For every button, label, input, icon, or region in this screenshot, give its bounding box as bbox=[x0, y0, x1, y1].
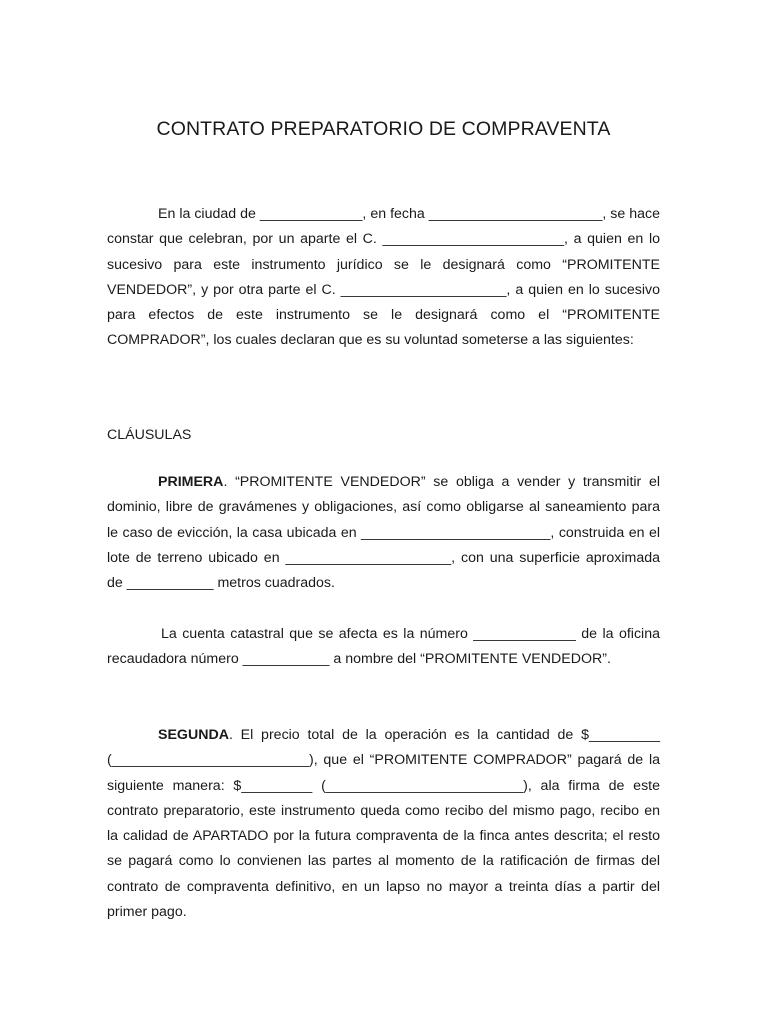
intro-paragraph: En la ciudad de _____________, en fecha ______________________, se hace constar que celebran, por un aparte el C. _______________________, a quien en lo sucesivo para este instrumento jurídico se le designará como “PROMITENTE VENDEDOR”, y por otra parte el C. _____________________, a quien en lo sucesivo para efectos de este instrumento se le designará como el “PROMITENTE COMPRADOR”, los cuales declaran que es su voluntad someterse a las siguientes: bbox=[107, 206, 660, 349]
clause-primera bbox=[107, 470, 660, 596]
clause-segunda-label: SEGUNDA bbox=[158, 727, 229, 743]
clause-primera-text: . “PROMITENTE VENDEDOR” se obliga a vender y transmitir el dominio, libre de gravámenes y obligaciones, así como obligarse al saneamiento para le caso de evicción, la casa ubicada en ________________________, construida en el lote de terreno ubicado en _____________________, con una superficie aproximada de ___________ metros cuadrados. bbox=[107, 474, 660, 592]
cuenta-catastral-paragraph: La cuenta catastral que se afecta es la número _____________ de la oficina recaudadora número ___________ a nombre del “PROMITENTE VENDEDOR”. bbox=[107, 626, 660, 668]
clauses-heading: CLÁUSULAS bbox=[107, 427, 192, 443]
document-title: CONTRATO PREPARATORIO DE COMPRAVENTA bbox=[156, 118, 611, 140]
clause-segunda-text: . El precio total de la operación es la cantidad de $_________ (_________________________), que el “PROMITENTE COMPRADOR” pagará de la siguiente manera: $_________ (_________________________), ala firma de este contrato preparatorio, este instrumento queda como recibo del mismo pago, recibo en la calidad de APARTADO por la futura compraventa de la finca antes descrita; el resto se pagará como lo convienen las partes al momento de la ratificación de firmas del contrato de compraventa definitivo, en un lapso no mayor a treinta días a partir del primer pago. bbox=[107, 727, 660, 921]
clause-segunda bbox=[107, 723, 660, 925]
clause-primera-label: PRIMERA bbox=[158, 474, 224, 490]
